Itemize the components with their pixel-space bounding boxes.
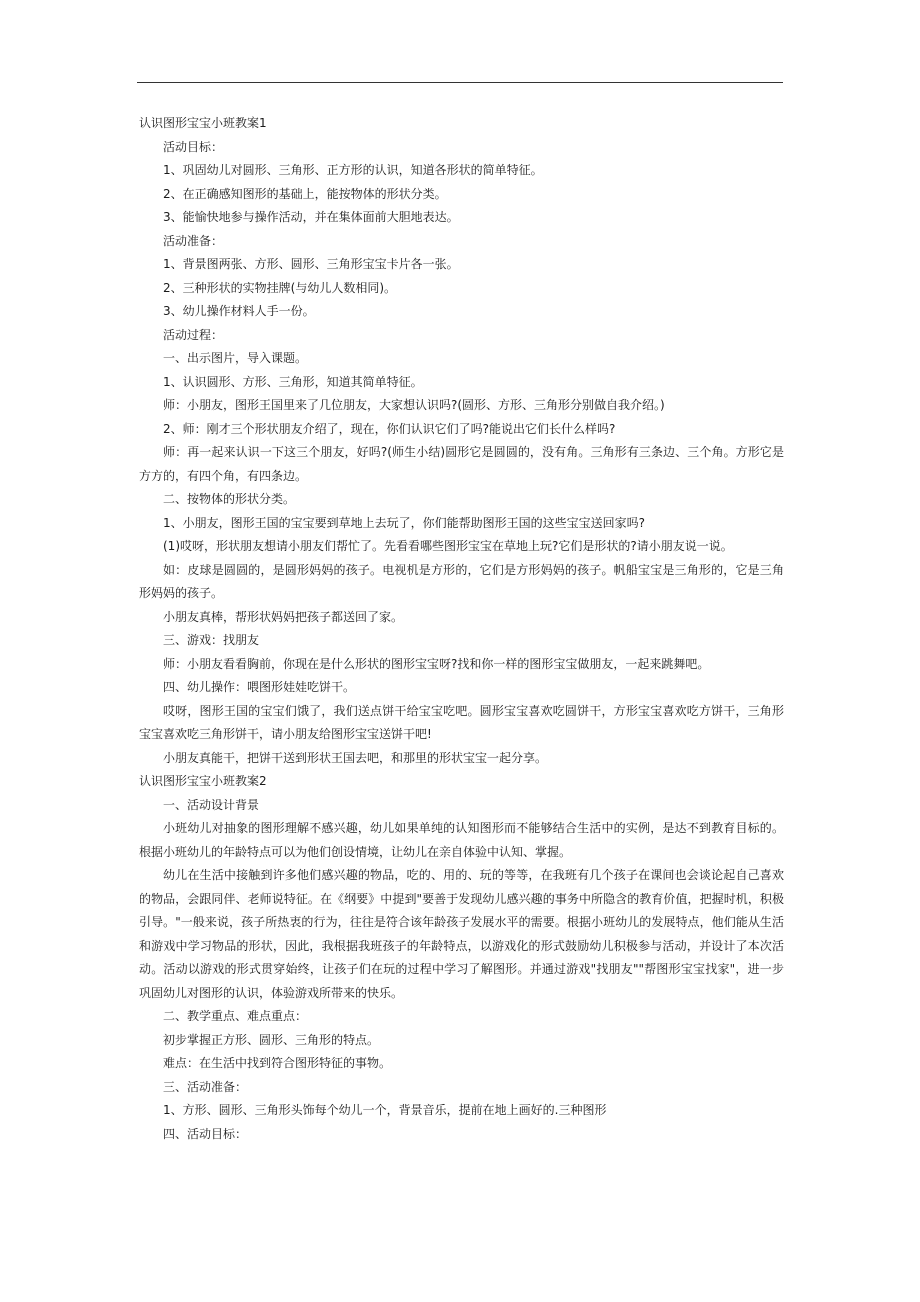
paragraph: 二、按物体的形状分类。 [163,492,296,506]
document-body [139,112,784,1146]
paragraph: 如：皮球是圆圆的，是圆形妈妈的孩子。电视机是方形的，它们是方形妈妈的孩子。帆船宝宝是三角形的，它是三角形妈妈的孩子。 [139,562,784,600]
paragraph: 2、在正确感知图形的基础上，能按物体的形状分类。 [163,186,447,201]
section-title-2: 认识图形宝宝小班教案2 [139,774,267,788]
paragraph: 一、活动设计背景 [163,797,260,812]
paragraph: (1)哎呀，形状朋友想请小朋友们帮忙了。先看看哪些图形宝宝在草地上玩?它们是形状的?请小朋友说一说。 [163,539,733,553]
paragraph: 三、活动准备： [163,1079,248,1094]
paragraph: 哎呀，图形王国的宝宝们饿了，我们送点饼干给宝宝吃吧。圆形宝宝喜欢吃圆饼干，方形宝宝喜欢吃方饼干，三角形宝宝喜欢吃三角形饼干，请小朋友给图形宝宝送饼干吧! [139,703,784,741]
paragraph: 小朋友真能干，把饼干送到形状王国去吧，和那里的形状宝宝一起分享。 [163,750,548,765]
paragraph: 师：再一起来认识一下这三个朋友，好吗?(师生小结)圆形它是圆圆的，没有角。三角形有三条边、三个角。方形它是方方的，有四个角，有四条边。 [139,445,784,483]
paragraph: 3、幼儿操作材料人手一份。 [163,304,315,318]
paragraph: 1、小朋友，图形王国的宝宝要到草地上去玩了，你们能帮助图形王国的这些宝宝送回家吗? [163,515,646,530]
paragraph: 活动准备： [163,233,224,248]
paragraph: 小班幼儿对抽象的图形理解不感兴趣，幼儿如果单纯的认知图形而不能够结合生活中的实例，是达不到教育目标的。根据小班幼儿的年龄特点可以为他们创设情境，让幼儿在亲自体验中认知、掌握。 [139,821,784,859]
paragraph: 活动过程： [163,327,224,342]
paragraph: 幼儿在生活中接触到许多他们感兴趣的物品，吃的、用的、玩的等等，在我班有几个孩子在课间也会谈论起自己喜欢的物品，会跟同伴、老师说特征。在《纲要》中提到"要善于发现幼儿感兴趣的事务中所隐含的教育价值，把握时机，积极引导。"一般来说，孩子所热衷的行为，往往是符合该年龄孩子发展水平的需要。根据小班幼儿的发展特点，他们能从生活和游戏中学习物品的形状，因此，我根据我班孩子的年龄特点，以游戏化的形式鼓励幼儿积极参与活动，并设计了本次活动。活动以游戏的形式贯穿始终，让孩子们在玩的过程中学习了解图形。并通过游戏"找朋友""帮图形宝宝找家"，进一步巩固幼儿对图形的认识，体验游戏所带来的快乐。 [139,868,784,1000]
paragraph: 一、出示图片，导入课题。 [163,351,308,365]
paragraph: 难点：在生活中找到符合图形特征的事物。 [163,1056,392,1070]
paragraph: 2、师：刚才三个形状朋友介绍了，现在，你们认识它们了吗?能说出它们长什么样吗? [163,421,616,436]
paragraph: 小朋友真棒，帮形状妈妈把孩子都送回了家。 [163,609,404,624]
paragraph: 四、幼儿操作：喂图形娃娃吃饼干。 [163,680,356,694]
paragraph: 1、背景图两张、方形、圆形、三角形宝宝卡片各一张。 [163,257,459,271]
section-title-1: 认识图形宝宝小班教案1 [139,116,267,130]
header-rule [137,82,783,83]
paragraph: 初步掌握正方形、圆形、三角形的特点。 [163,1032,380,1047]
paragraph: 3、能愉快地参与操作活动，并在集体面前大胆地表达。 [163,210,459,224]
paragraph: 师：小朋友看看胸前，你现在是什么形状的图形宝宝呀?找和你一样的图形宝宝做朋友，一起来跳舞吧。 [163,656,710,671]
paragraph: 四、活动目标： [163,1126,248,1141]
paragraph: 2、三种形状的实物挂牌(与幼儿人数相同)。 [163,280,396,295]
paragraph: 活动目标： [163,139,224,154]
paragraph: 1、巩固幼儿对圆形、三角形、正方形的认识，知道各形状的简单特征。 [163,163,543,177]
paragraph: 师：小朋友，图形王国里来了几位朋友，大家想认识吗?(圆形、方形、三角形分别做自我介绍。) [163,398,665,412]
paragraph: 二、教学重点、难点重点： [163,1009,308,1023]
paragraph: 三、游戏：找朋友 [163,633,260,647]
paragraph: 1、方形、圆形、三角形头饰每个幼儿一个，背景音乐，提前在地上画好的.三种图形 [163,1103,607,1117]
paragraph: 1、认识圆形、方形、三角形，知道其简单特征。 [163,374,423,389]
